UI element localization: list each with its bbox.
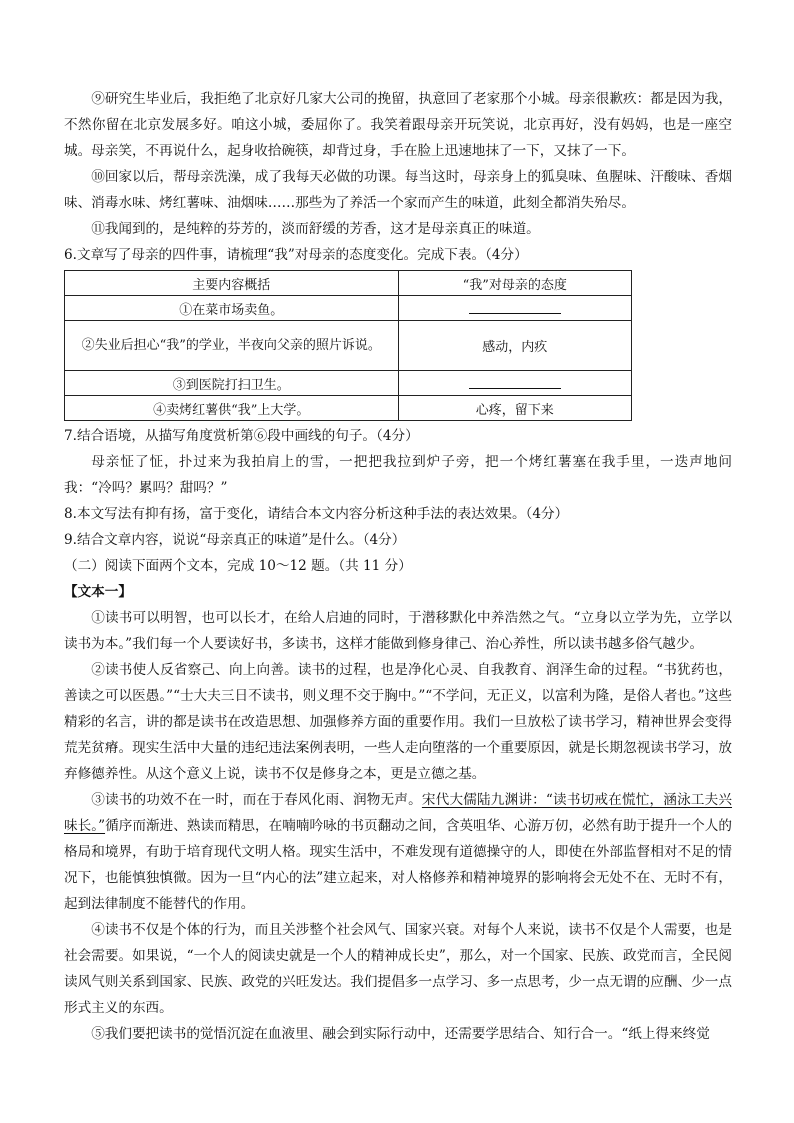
text1-p3-lead: ③读书的功效不在一时，而在于春风化雨、润物无声。	[91, 792, 422, 808]
text1-p3-rest: 循序而渐进、熟读而精思，在喃喃吟咏的书页翻动之间，含英咀华、心游万仞，必然有助于提升一个人的格局和境界，有助于培育现代文明人格。现实生活中，不难发现有道德操守的人，即使在外部监督相对不足的情况下，也能慎独慎微。因为一旦“内心的法”建立起来，对人格修养和精神境界的影响将会无处不在、无时不有，起到法律制度不能替代的作用。	[64, 818, 732, 912]
table-row	[65, 371, 632, 396]
text1-paragraph-3	[64, 787, 732, 917]
answer-blank[interactable]	[469, 374, 561, 389]
question-9: 9.结合文章内容，说说“母亲真正的味道”是什么。（4分）	[64, 532, 406, 548]
table-cell-content: ③到医院打扫卫生。	[65, 371, 399, 396]
attitude-table	[64, 270, 632, 421]
table-cell-attitude: 感动，内疚	[398, 321, 631, 371]
table-cell-attitude: 心疼，留下来	[398, 396, 631, 421]
answer-blank[interactable]	[469, 299, 561, 314]
text1-paragraph-4: ④读书不仅是个体的行为，而且关涉整个社会风气、国家兴衰。对每个人来说，读书不仅是个人需要，也是社会需要。如果说，“一个人的阅读史就是一个人的精神成长史”，那么，对一个国家、民族、政党而言，全民阅读风气则关系到国家、民族、政党的兴旺发达。我们提倡多一点学习、多一点思考，少一点无谓的应酬、少一点形式主义的东西。	[64, 922, 732, 1016]
table-header-row	[65, 271, 632, 296]
question-7-quote: 母亲怔了怔，扑过来为我拍肩上的雪，一把把我拉到炉子旁，把一个烤红薯塞在我手里，一迭声地问我：“冷吗？累吗？甜吗？”	[64, 454, 732, 496]
text1-paragraph-2: ②读书使人反省察己、向上向善。读书的过程，也是净化心灵、自我教育、润泽生命的过程。“书犹药也，善读之可以医愚。”“士大夫三日不读书，则义理不交于胸中。”“不学问，无正义，以富利为隆，是俗人者也。”这些精彩的名言，讲的都是读书在改造思想、加强修养方面的重要作用。我们一旦放松了读书学习，精神世界会变得荒芜贫瘠。现实生活中大量的违纪违法案例表明，一些人走向堕落的一个重要原因，就是长期忽视读书学习，放弃修德养性。从这个意义上说，读书不仅是修身之本，更是立德之基。	[64, 662, 732, 782]
paragraph-11: ⑪我闻到的，是纯粹的芬芳的，淡而舒缓的芳香，这才是母亲真正的味道。	[91, 221, 540, 237]
text1-paragraph-5: ⑤我们要把读书的觉悟沉淀在血液里、融会到实际行动中，还需要学思结合、知行合一。“纸上得来终觉	[91, 1026, 710, 1042]
table-cell-content: ①在菜市场卖鱼。	[65, 296, 399, 321]
page-content	[64, 86, 732, 1047]
table-row	[65, 396, 632, 421]
text1-paragraph-1: ①读书可以明智，也可以长才，在给人启迪的同时，于潜移默化中养浩然之气。“立身以立学为先，立学以读书为本。”我们每一个人要读好书，多读书，这样才能做到修身律己、治心养性，所以读书越多俗气越少。	[64, 610, 732, 652]
text-1-title: 【文本一】	[64, 584, 132, 600]
underlined-sentence: 宋代大儒陆九渊讲：“读书切戒在慌忙，涵泳工夫兴味长。”	[64, 792, 733, 834]
table-row	[65, 321, 632, 371]
question-8: 8.本文写法有抑有扬，富于变化，请结合本文内容分析这种手法的表达效果。（4分）	[64, 506, 569, 522]
answer-blank-cell[interactable]	[398, 371, 631, 396]
answer-blank-cell[interactable]	[398, 296, 631, 321]
question-6: 6.文章写了母亲的四件事，请梳理“我”对母亲的态度变化。完成下表。（4分）	[64, 247, 528, 263]
paragraph-9: ⑨研究生毕业后，我拒绝了北京好几家大公司的挽留，执意回了老家那个小城。母亲很歉疚：都是因为我，不然你留在北京发展多好。咱这小城，委屈你了。我笑着跟母亲开玩笑说，北京再好，没有妈妈，也是一座空城。母亲笑，不再说什么，起身收拾碗筷，却背过身，手在脸上迅速地抹了一下，又抹了一下。	[64, 91, 732, 159]
table-header-attitude: “我”对母亲的态度	[398, 271, 631, 296]
table-row	[65, 296, 632, 321]
question-7: 7.结合语境，从描写角度赏析第⑥段中画线的句子。（4分）	[64, 428, 419, 444]
table-header-content: 主要内容概括	[65, 271, 399, 296]
paragraph-10: ⑩回家以后，帮母亲洗澡，成了我每天必做的功课。每当这时，母亲身上的狐臭味、鱼腥味、汗酸味、香烟味、消毒水味、烤红薯味、油烟味……那些为了养活一个家而产生的味道，此刻全都消失殆尽。	[64, 169, 732, 211]
table-cell-content: ④卖烤红薯供“我”上大学。	[65, 396, 399, 421]
section-2-heading: （二）阅读下面两个文本，完成 10～12 题。（共 11 分）	[64, 558, 412, 574]
table-cell-content: ②失业后担心“我”的学业，半夜向父亲的照片诉说。	[65, 321, 399, 371]
